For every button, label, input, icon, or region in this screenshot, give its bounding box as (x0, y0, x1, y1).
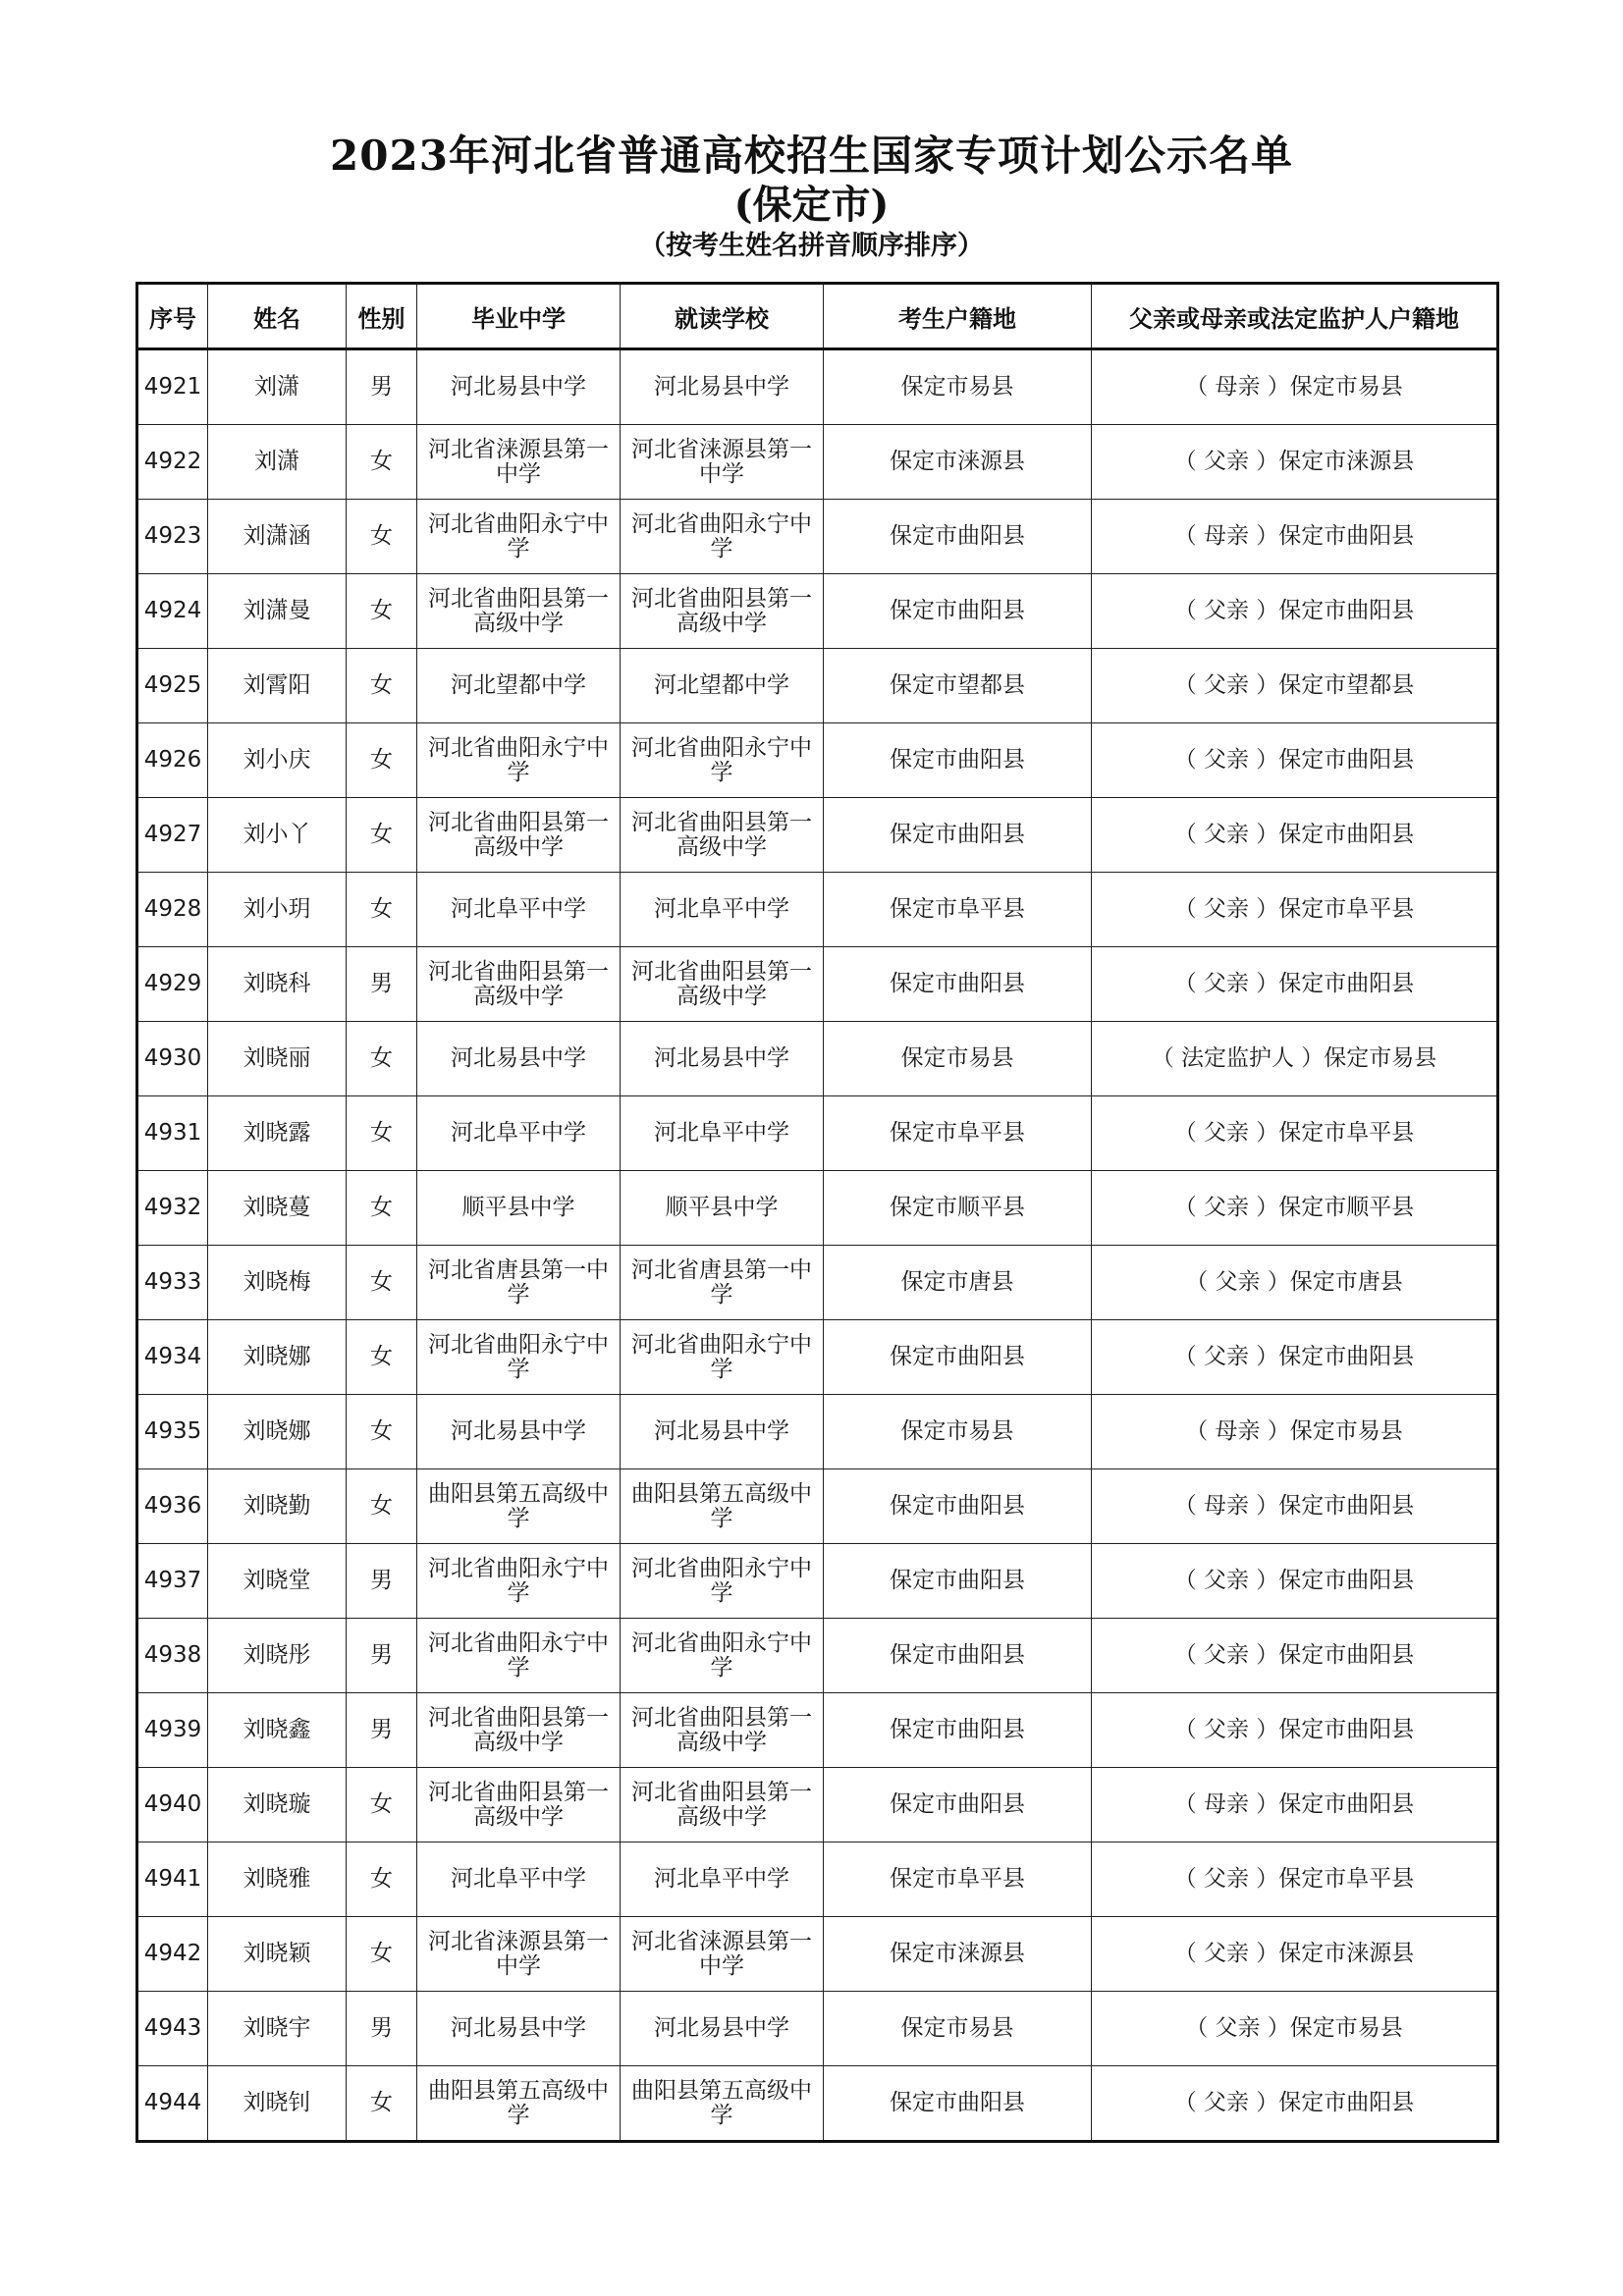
cell-domicile: 保定市阜平县 (824, 873, 1092, 947)
table-row (137, 2066, 1498, 2142)
cell-domicile: 保定市曲阳县 (824, 723, 1092, 798)
cell-grad-school: 河北阜平中学 (417, 1842, 621, 1917)
cell-domicile: 保定市曲阳县 (824, 1544, 1092, 1619)
cell-grad-school: 河北易县中学 (417, 349, 621, 425)
cell-name: 刘晓露 (208, 1096, 347, 1171)
table-row (137, 425, 1498, 500)
cell-study-school: 河北省涞源县第一中学 (621, 1917, 824, 1992)
cell-gender: 男 (347, 349, 417, 425)
cell-no: 4943 (137, 1992, 208, 2066)
cell-domicile: 保定市曲阳县 (824, 1619, 1092, 1693)
cell-no: 4927 (137, 798, 208, 873)
cell-domicile: 保定市曲阳县 (824, 500, 1092, 574)
cell-study-school: 河北阜平中学 (621, 1096, 824, 1171)
cell-grad-school: 河北省曲阳县第一高级中学 (417, 1768, 621, 1842)
cell-gender: 女 (347, 873, 417, 947)
table-row (137, 1619, 1498, 1693)
cell-domicile: 保定市曲阳县 (824, 947, 1092, 1022)
header-row (137, 284, 1498, 349)
cell-grad-school: 河北省曲阳县第一高级中学 (417, 947, 621, 1022)
cell-grad-school: 河北省曲阳永宁中学 (417, 1619, 621, 1693)
table-row (137, 1395, 1498, 1469)
cell-guardian-domicile: （ 父亲 ）保定市望都县 (1092, 649, 1498, 723)
cell-grad-school: 河北易县中学 (417, 1022, 621, 1096)
cell-guardian-domicile: （ 父亲 ）保定市曲阳县 (1092, 798, 1498, 873)
cell-gender: 女 (347, 1917, 417, 1992)
cell-gender: 女 (347, 1096, 417, 1171)
cell-no: 4930 (137, 1022, 208, 1096)
cell-gender: 男 (347, 947, 417, 1022)
cell-domicile: 保定市易县 (824, 349, 1092, 425)
cell-study-school: 河北易县中学 (621, 1395, 824, 1469)
cell-grad-school: 河北阜平中学 (417, 873, 621, 947)
cell-gender: 女 (347, 500, 417, 574)
table-row (137, 798, 1498, 873)
cell-gender: 女 (347, 574, 417, 649)
cell-name: 刘晓蔓 (208, 1171, 347, 1246)
cell-gender: 男 (347, 1992, 417, 2066)
table-row (137, 1171, 1498, 1246)
cell-guardian-domicile: （ 父亲 ）保定市曲阳县 (1092, 2066, 1498, 2142)
cell-study-school: 河北省曲阳永宁中学 (621, 500, 824, 574)
col-header-grad-school: 毕业中学 (417, 284, 621, 349)
cell-study-school: 河北省曲阳县第一高级中学 (621, 1768, 824, 1842)
cell-study-school: 河北阜平中学 (621, 1842, 824, 1917)
cell-no: 4925 (137, 649, 208, 723)
cell-no: 4935 (137, 1395, 208, 1469)
cell-guardian-domicile: （ 母亲 ）保定市曲阳县 (1092, 1469, 1498, 1544)
cell-gender: 女 (347, 1395, 417, 1469)
cell-study-school: 河北易县中学 (621, 1022, 824, 1096)
cell-grad-school: 河北省曲阳永宁中学 (417, 723, 621, 798)
cell-guardian-domicile: （ 父亲 ）保定市阜平县 (1092, 1096, 1498, 1171)
cell-domicile: 保定市曲阳县 (824, 1469, 1092, 1544)
cell-domicile: 保定市曲阳县 (824, 1693, 1092, 1768)
cell-no: 4928 (137, 873, 208, 947)
table-row (137, 1544, 1498, 1619)
cell-study-school: 河北省曲阳永宁中学 (621, 1320, 824, 1395)
cell-gender: 女 (347, 1842, 417, 1917)
cell-guardian-domicile: （ 父亲 ）保定市曲阳县 (1092, 1320, 1498, 1395)
cell-domicile: 保定市曲阳县 (824, 1768, 1092, 1842)
cell-gender: 女 (347, 1171, 417, 1246)
cell-grad-school: 河北省曲阳县第一高级中学 (417, 798, 621, 873)
table-row (137, 574, 1498, 649)
cell-no: 4931 (137, 1096, 208, 1171)
cell-name: 刘晓娜 (208, 1395, 347, 1469)
cell-gender: 女 (347, 1469, 417, 1544)
cell-name: 刘潇涵 (208, 500, 347, 574)
cell-guardian-domicile: （ 父亲 ）保定市涞源县 (1092, 1917, 1498, 1992)
cell-guardian-domicile: （ 父亲 ）保定市曲阳县 (1092, 947, 1498, 1022)
cell-study-school: 河北易县中学 (621, 1992, 824, 2066)
table-row (137, 1246, 1498, 1320)
cell-name: 刘晓宇 (208, 1992, 347, 2066)
cell-grad-school: 河北省曲阳永宁中学 (417, 1320, 621, 1395)
cell-no: 4922 (137, 425, 208, 500)
page-subtitle: (保定市) (733, 182, 890, 228)
cell-name: 刘晓科 (208, 947, 347, 1022)
cell-gender: 女 (347, 1022, 417, 1096)
cell-name: 刘霄阳 (208, 649, 347, 723)
cell-name: 刘潇 (208, 425, 347, 500)
cell-no: 4942 (137, 1917, 208, 1992)
cell-domicile: 保定市顺平县 (824, 1171, 1092, 1246)
cell-name: 刘小丫 (208, 798, 347, 873)
cell-guardian-domicile: （ 父亲 ）保定市曲阳县 (1092, 1544, 1498, 1619)
cell-study-school: 河北省曲阳县第一高级中学 (621, 798, 824, 873)
cell-gender: 女 (347, 1768, 417, 1842)
cell-gender: 女 (347, 1246, 417, 1320)
table-row (137, 723, 1498, 798)
table-row (137, 1320, 1498, 1395)
cell-study-school: 曲阳县第五高级中学 (621, 1469, 824, 1544)
cell-grad-school: 河北省曲阳永宁中学 (417, 1544, 621, 1619)
cell-guardian-domicile: （ 父亲 ）保定市曲阳县 (1092, 1693, 1498, 1768)
cell-gender: 女 (347, 1320, 417, 1395)
cell-guardian-domicile: （ 法定监护人 ）保定市易县 (1092, 1022, 1498, 1096)
cell-grad-school: 顺平县中学 (417, 1171, 621, 1246)
cell-gender: 女 (347, 649, 417, 723)
cell-name: 刘晓勤 (208, 1469, 347, 1544)
table-row (137, 1917, 1498, 1992)
cell-name: 刘晓堂 (208, 1544, 347, 1619)
cell-study-school: 河北省曲阳永宁中学 (621, 1619, 824, 1693)
cell-domicile: 保定市曲阳县 (824, 1320, 1092, 1395)
cell-study-school: 河北省曲阳县第一高级中学 (621, 1693, 824, 1768)
cell-no: 4929 (137, 947, 208, 1022)
cell-grad-school: 河北望都中学 (417, 649, 621, 723)
cell-domicile: 保定市涞源县 (824, 1917, 1092, 1992)
cell-name: 刘晓梅 (208, 1246, 347, 1320)
cell-name: 刘晓璇 (208, 1768, 347, 1842)
cell-name: 刘晓丽 (208, 1022, 347, 1096)
cell-domicile: 保定市曲阳县 (824, 2066, 1092, 2142)
cell-grad-school: 河北省涞源县第一中学 (417, 425, 621, 500)
cell-name: 刘晓钊 (208, 2066, 347, 2142)
col-header-domicile: 考生户籍地 (824, 284, 1092, 349)
col-header-guardian-domicile: 父亲或母亲或法定监护人户籍地 (1092, 284, 1498, 349)
cell-grad-school: 河北省曲阳永宁中学 (417, 500, 621, 574)
cell-study-school: 河北省曲阳县第一高级中学 (621, 947, 824, 1022)
cell-study-school: 河北省曲阳永宁中学 (621, 1544, 824, 1619)
col-header-gender: 性别 (347, 284, 417, 349)
cell-gender: 女 (347, 723, 417, 798)
cell-gender: 男 (347, 1544, 417, 1619)
cell-grad-school: 河北省曲阳县第一高级中学 (417, 1693, 621, 1768)
table-body (137, 349, 1498, 2142)
cell-gender: 女 (347, 2066, 417, 2142)
table-row (137, 349, 1498, 425)
cell-domicile: 保定市阜平县 (824, 1842, 1092, 1917)
cell-study-school: 河北易县中学 (621, 349, 824, 425)
cell-grad-school: 河北省涞源县第一中学 (417, 1917, 621, 1992)
cell-no: 4933 (137, 1246, 208, 1320)
table-row (137, 1842, 1498, 1917)
cell-no: 4923 (137, 500, 208, 574)
table-row (137, 1992, 1498, 2066)
roster-table (135, 282, 1499, 2143)
cell-gender: 女 (347, 798, 417, 873)
table-row (137, 1768, 1498, 1842)
cell-grad-school: 河北省唐县第一中学 (417, 1246, 621, 1320)
cell-guardian-domicile: （ 父亲 ）保定市阜平县 (1092, 1842, 1498, 1917)
cell-name: 刘潇曼 (208, 574, 347, 649)
cell-no: 4941 (137, 1842, 208, 1917)
table-row (137, 1022, 1498, 1096)
cell-no: 4926 (137, 723, 208, 798)
table-row (137, 500, 1498, 574)
cell-name: 刘晓彤 (208, 1619, 347, 1693)
cell-guardian-domicile: （ 父亲 ）保定市唐县 (1092, 1246, 1498, 1320)
cell-grad-school: 河北阜平中学 (417, 1096, 621, 1171)
page-title: 2023年河北省普通高校招生国家专项计划公示名单 (330, 132, 1293, 180)
cell-domicile: 保定市曲阳县 (824, 574, 1092, 649)
cell-no: 4939 (137, 1693, 208, 1768)
cell-guardian-domicile: （ 父亲 ）保定市涞源县 (1092, 425, 1498, 500)
cell-grad-school: 曲阳县第五高级中学 (417, 1469, 621, 1544)
cell-study-school: 曲阳县第五高级中学 (621, 2066, 824, 2142)
cell-no: 4937 (137, 1544, 208, 1619)
cell-domicile: 保定市望都县 (824, 649, 1092, 723)
cell-guardian-domicile: （ 父亲 ）保定市曲阳县 (1092, 574, 1498, 649)
cell-no: 4940 (137, 1768, 208, 1842)
col-header-no: 序号 (137, 284, 208, 349)
cell-study-school: 河北省唐县第一中学 (621, 1246, 824, 1320)
cell-name: 刘晓鑫 (208, 1693, 347, 1768)
cell-guardian-domicile: （ 母亲 ）保定市易县 (1092, 349, 1498, 425)
cell-guardian-domicile: （ 父亲 ）保定市顺平县 (1092, 1171, 1498, 1246)
cell-guardian-domicile: （ 父亲 ）保定市曲阳县 (1092, 723, 1498, 798)
sort-note: （按考生姓名拼音顺序排序） (639, 231, 984, 261)
table-row (137, 947, 1498, 1022)
table-row (137, 1693, 1498, 1768)
cell-no: 4936 (137, 1469, 208, 1544)
cell-guardian-domicile: （ 母亲 ）保定市曲阳县 (1092, 1768, 1498, 1842)
cell-name: 刘小玥 (208, 873, 347, 947)
col-header-name: 姓名 (208, 284, 347, 349)
cell-name: 刘晓娜 (208, 1320, 347, 1395)
table-header (137, 284, 1498, 349)
cell-guardian-domicile: （ 父亲 ）保定市易县 (1092, 1992, 1498, 2066)
table-row (137, 1096, 1498, 1171)
cell-domicile: 保定市涞源县 (824, 425, 1092, 500)
cell-guardian-domicile: （ 父亲 ）保定市曲阳县 (1092, 1619, 1498, 1693)
cell-no: 4934 (137, 1320, 208, 1395)
cell-study-school: 河北省曲阳永宁中学 (621, 723, 824, 798)
table-row (137, 1469, 1498, 1544)
cell-domicile: 保定市易县 (824, 1395, 1092, 1469)
cell-study-school: 顺平县中学 (621, 1171, 824, 1246)
cell-domicile: 保定市唐县 (824, 1246, 1092, 1320)
cell-domicile: 保定市曲阳县 (824, 798, 1092, 873)
cell-name: 刘潇 (208, 349, 347, 425)
cell-grad-school: 河北省曲阳县第一高级中学 (417, 574, 621, 649)
cell-name: 刘晓颖 (208, 1917, 347, 1992)
cell-study-school: 河北望都中学 (621, 649, 824, 723)
cell-guardian-domicile: （ 父亲 ）保定市阜平县 (1092, 873, 1498, 947)
cell-study-school: 河北阜平中学 (621, 873, 824, 947)
cell-grad-school: 河北易县中学 (417, 1395, 621, 1469)
cell-gender: 男 (347, 1619, 417, 1693)
cell-domicile: 保定市易县 (824, 1992, 1092, 2066)
cell-guardian-domicile: （ 母亲 ）保定市曲阳县 (1092, 500, 1498, 574)
cell-study-school: 河北省曲阳县第一高级中学 (621, 574, 824, 649)
cell-study-school: 河北省涞源县第一中学 (621, 425, 824, 500)
table-row (137, 649, 1498, 723)
cell-name: 刘晓雅 (208, 1842, 347, 1917)
cell-gender: 男 (347, 1693, 417, 1768)
cell-name: 刘小庆 (208, 723, 347, 798)
cell-gender: 女 (347, 425, 417, 500)
cell-guardian-domicile: （ 母亲 ）保定市易县 (1092, 1395, 1498, 1469)
cell-no: 4944 (137, 2066, 208, 2142)
cell-grad-school: 曲阳县第五高级中学 (417, 2066, 621, 2142)
cell-no: 4921 (137, 349, 208, 425)
cell-no: 4924 (137, 574, 208, 649)
cell-no: 4938 (137, 1619, 208, 1693)
cell-domicile: 保定市阜平县 (824, 1096, 1092, 1171)
cell-domicile: 保定市易县 (824, 1022, 1092, 1096)
cell-grad-school: 河北易县中学 (417, 1992, 621, 2066)
cell-no: 4932 (137, 1171, 208, 1246)
col-header-study-school: 就读学校 (621, 284, 824, 349)
table-row (137, 873, 1498, 947)
